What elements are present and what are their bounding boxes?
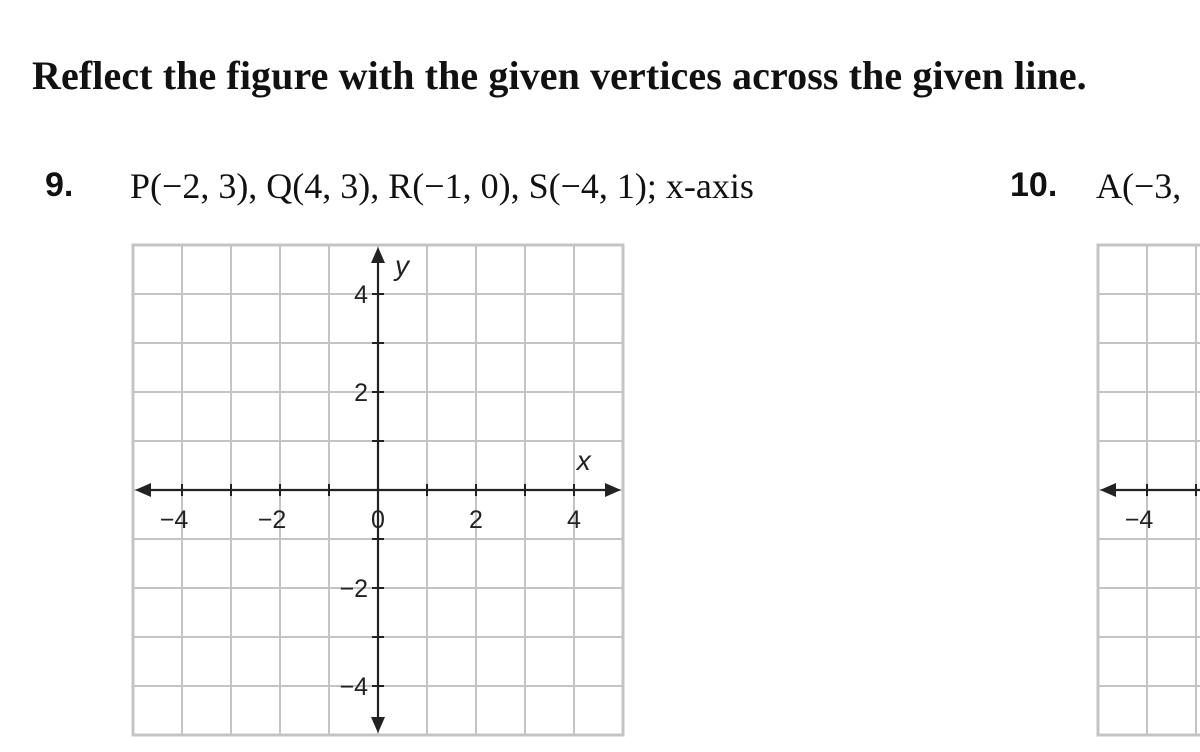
x-tick-label: 0: [371, 506, 385, 534]
problem-9-number: 9.: [45, 166, 74, 204]
problem-9-text: P(−2, 3), Q(4, 3), R(−1, 0), S(−4, 1); x-axis: [130, 166, 754, 206]
y-tick-label: −2: [339, 575, 368, 603]
x-tick-label: −4: [1124, 506, 1154, 534]
instruction-heading: Reflect the figure with the given vertices across the given line.: [32, 53, 1087, 98]
problem-10-text: A(−3,: [1096, 166, 1182, 206]
x-tick-label: −4: [159, 506, 189, 534]
problem-9-coordinate-grid: [133, 245, 623, 735]
x-axis-right-arrow: [605, 483, 621, 497]
x-axis-left-arrow: [1100, 483, 1116, 497]
x-tick-label: 4: [567, 506, 581, 534]
problem-10-coordinate-grid: [1098, 245, 1200, 735]
y-tick-label: −4: [339, 673, 368, 701]
y-axis-up-arrow: [371, 247, 385, 263]
x-axis-left-arrow: [135, 483, 151, 497]
y-tick-label: 2: [354, 379, 368, 407]
x-axis-label: x: [576, 445, 591, 476]
x-tick-label: 2: [469, 506, 483, 534]
y-axis-label: y: [395, 250, 409, 281]
problem-10-number: 10.: [1010, 166, 1058, 204]
x-tick-label: −2: [257, 506, 287, 534]
y-tick-label: 4: [354, 281, 368, 309]
y-axis-down-arrow: [371, 717, 385, 733]
